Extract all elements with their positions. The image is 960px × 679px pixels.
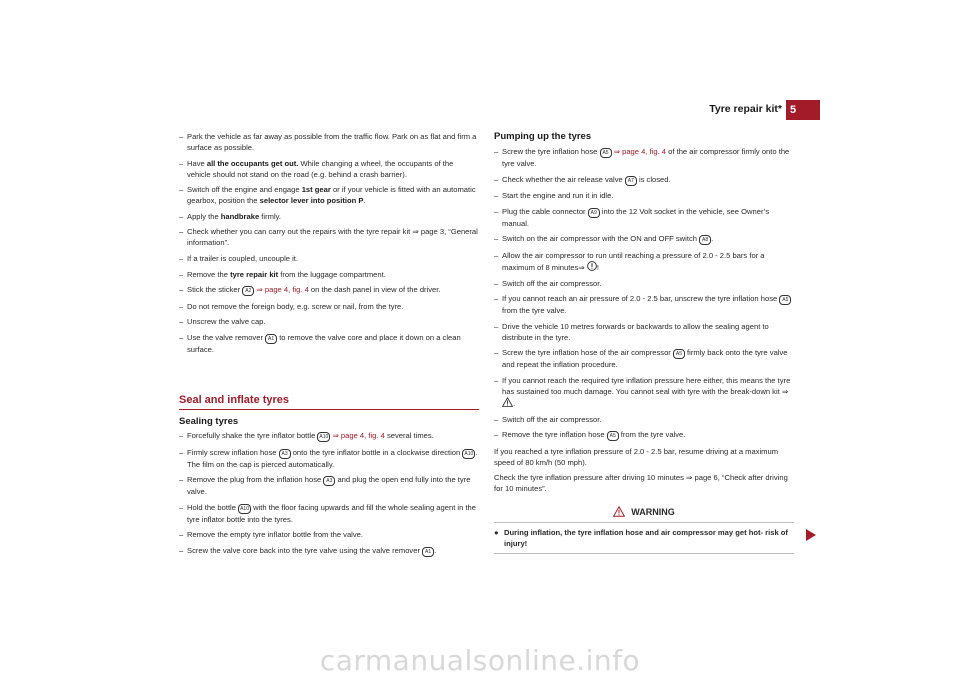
step-item (179, 158, 479, 180)
para-check: Check the tyre inflation pressure after driving 10 minutes ⇒ page 6, “Check after driving for 10 minutes”. (494, 473, 788, 494)
step-dash: – (494, 348, 499, 358)
step-dash: – (179, 502, 184, 512)
step-text: Plug the cable connector (502, 206, 588, 216)
warning-title-text: WARNING (631, 507, 675, 518)
warning-title (494, 504, 794, 523)
step-text: Screw the tyre inflation hose of the air compressor (502, 348, 673, 358)
bullet-icon: ● (494, 528, 499, 538)
step-dash: – (179, 530, 184, 540)
warning-triangle-icon (613, 506, 625, 517)
step-text: of the air compressor firmly onto the tyre valve. (502, 147, 790, 168)
step-item (179, 502, 479, 525)
step-text: from the luggage compartment. (278, 269, 386, 279)
step-dash: – (179, 430, 184, 440)
step-item (494, 347, 794, 370)
step-text: Use the valve remover (187, 332, 266, 342)
step-dash: – (494, 234, 499, 244)
step-item (494, 429, 794, 441)
step-item (179, 253, 479, 264)
step-item (494, 293, 794, 316)
callout-badge: A3 (279, 449, 291, 459)
step-text: Drive the vehicle 10 metres forwards or backwards to allow the sealing agent to distribute in the tyre. (502, 321, 769, 342)
step-item (179, 430, 479, 442)
left-column (179, 131, 479, 562)
step-dash: – (494, 206, 499, 216)
step-text: Have (187, 158, 207, 168)
step-text: Do not remove the foreign body, e.g. screw or nail, from the tyre. (187, 301, 404, 311)
step-text: Park the vehicle as far away as possible from the traffic flow. Park on as flat and firm a surface as possible. (187, 132, 477, 152)
step-text: firmly. (259, 211, 281, 221)
step-text: Check whether you can carry out the repairs with the tyre repair kit ⇒ page 3, “General information”. (187, 227, 478, 248)
callout-badge: A7 (625, 176, 637, 186)
pumping-heading: Pumping up the tyres (494, 131, 592, 142)
step-item (179, 474, 479, 497)
step-text: Firmly screw inflation hose (187, 447, 279, 457)
emphasis-text: tyre repair kit (230, 269, 279, 279)
step-text: Screw the valve core back into the tyre valve using the valve remover (187, 545, 423, 555)
step-dash: – (494, 147, 499, 156)
emphasis-text: 1st gear (301, 185, 331, 195)
step-item (179, 545, 479, 557)
page-reference-link[interactable]: ⇒ page 4, fig. 4 (332, 430, 385, 440)
step-text: firmly back onto the tyre valve and repeat the inflation procedure. (502, 348, 788, 370)
step-dash: – (494, 321, 499, 331)
callout-badge: A10 (464, 450, 474, 457)
step-dash: – (179, 301, 184, 311)
callout-badge: A10 (319, 433, 329, 440)
step-text: or if your vehicle is fitted with an automatic gearbox, position the (187, 185, 476, 206)
step-dash: – (494, 414, 499, 424)
warning-triangle-icon (502, 397, 516, 408)
step-dash: – (494, 174, 499, 184)
step-item (494, 250, 794, 273)
step-dash: – (179, 185, 184, 195)
callout-badge: A3 (323, 476, 335, 486)
step-text: Unscrew the valve cap. (187, 317, 266, 327)
callout-badge: A8 (699, 235, 711, 245)
step-text: Switch off the engine and engage (187, 185, 302, 195)
step-text: Remove the plug from the inflation hose (187, 475, 324, 485)
caution-icon (587, 261, 597, 271)
callout-badge: A5 (779, 295, 791, 305)
step-item (179, 332, 479, 355)
warning-bullet-text: During inflation, the tyre inflation hose and air compressor may get hot- risk of injury! (504, 528, 788, 549)
para-resume: If you reached a tyre inflation pressure of 2.0 - 2.5 bar, resume driving at a maximum speed of 80 km/h (50 mph). (494, 446, 779, 467)
step-dash: – (494, 278, 499, 288)
step-text: Stick the sticker (187, 285, 243, 295)
page-reference-link[interactable]: ⇒ page 4, fig. 4 (256, 285, 309, 295)
step-text: into the 12 Volt socket in the vehicle, see Owner’s manual. (502, 206, 770, 228)
callout-badge: A1 (265, 334, 277, 344)
step-text: and plug the open end fully into the tyre valve. (187, 475, 471, 497)
step-item (494, 174, 794, 186)
warning-box (494, 504, 794, 554)
right-steps (494, 146, 794, 441)
step-text: Switch off the air compressor. (502, 414, 602, 424)
step-text: on the dash panel in view of the driver. (308, 285, 441, 295)
watermark: carmanualsonline.info (319, 644, 641, 677)
step-item (179, 529, 479, 540)
page-reference-link[interactable]: ⇒ page 4, fig. 4 (613, 147, 667, 156)
step-text: Remove the empty tyre inflator bottle from the valve. (187, 530, 363, 540)
step-item (494, 146, 794, 169)
callout-badge: A5 (673, 349, 685, 359)
step-dash: – (179, 253, 184, 263)
section-title: Seal and inflate tyres (179, 395, 479, 410)
step-text: Start the engine and run it in idle. (502, 191, 614, 201)
step-text: ! (596, 262, 599, 272)
left-steps-top (179, 131, 479, 355)
step-text: . (711, 234, 714, 244)
step-item (179, 284, 479, 296)
step-item (179, 211, 479, 222)
step-text: . (434, 545, 437, 555)
page-header (0, 100, 960, 120)
step-dash: – (179, 132, 184, 141)
step-dash: – (494, 375, 499, 385)
step-dash: – (179, 317, 184, 327)
step-dash: – (179, 211, 184, 221)
step-item (179, 447, 479, 470)
step-text: Remove the (187, 269, 231, 279)
step-text: Remove the tyre inflation hose (502, 430, 607, 440)
callout-badge: A10 (240, 505, 249, 512)
warning-bullet (494, 527, 794, 549)
step-item (494, 375, 794, 409)
next-page-arrow-icon[interactable] (806, 529, 816, 541)
step-text: Allow the air compressor to run until reaching a pressure of 2.0 - 2.5 bars for a maximum of 8 minutes⇒ (502, 250, 765, 272)
left-steps-bottom (179, 430, 479, 557)
step-item (494, 321, 794, 343)
step-text: . The film on the cap is pierced automatically. (187, 447, 478, 469)
step-text: from the tyre valve. (502, 306, 567, 316)
step-item (179, 131, 479, 153)
step-item (179, 184, 479, 206)
step-text: Switch on the air compressor with the ON and OFF switch (502, 234, 700, 244)
step-text: several times. (384, 430, 434, 440)
step-item (494, 190, 794, 201)
step-dash: – (179, 158, 184, 168)
callout-badge: A5 (607, 431, 619, 441)
step-dash: – (179, 475, 184, 485)
step-text: If a trailer is coupled, uncouple it. (187, 253, 299, 263)
step-item (494, 414, 794, 425)
step-dash: – (494, 430, 499, 440)
sealing-heading: Sealing tyres (179, 415, 239, 427)
step-dash: – (179, 545, 184, 555)
step-dash: – (179, 269, 184, 279)
step-dash: – (494, 294, 499, 304)
step-text: Check whether the air release valve (502, 174, 625, 184)
step-text: onto the tyre inflator bottle in a clockwise direction (290, 447, 463, 457)
right-column (494, 131, 794, 554)
callout-badge: A1 (422, 547, 434, 557)
running-title: Tyre repair kit* (709, 103, 782, 115)
step-text: Apply the (187, 211, 221, 221)
step-text: to remove the valve core and place it down on a clean surface. (187, 332, 461, 354)
step-dash: – (179, 285, 184, 295)
step-dash: – (494, 250, 499, 260)
step-item (494, 233, 794, 245)
callout-badge: A2 (242, 286, 254, 296)
step-text: Hold the bottle (187, 502, 239, 512)
step-text: If you cannot reach the required tyre inflation pressure here either, this means the tyre has sustained too much damage. You cannot seal with tyre with the break-down kit ⇒ (502, 375, 791, 396)
emphasis-text: selector lever into position P (259, 196, 364, 206)
step-item (494, 278, 794, 289)
step-text: . (513, 398, 516, 408)
step-item (179, 269, 479, 280)
page-number: 5 (786, 100, 820, 120)
step-text: Forcefully shake the tyre inflator bottle (187, 430, 318, 440)
step-item (179, 226, 479, 248)
callout-badge: A9 (588, 208, 600, 218)
step-text: is closed. (636, 174, 671, 184)
step-text: from the tyre valve. (618, 430, 686, 440)
step-dash: – (179, 447, 184, 457)
step-text: Screw the tyre inflation hose (502, 147, 600, 156)
callout-badge: A5 (600, 148, 612, 158)
step-dash: – (179, 332, 184, 342)
step-dash: – (494, 191, 499, 201)
step-item (494, 206, 794, 229)
step-item (179, 316, 479, 327)
emphasis-text: handbrake (220, 211, 260, 221)
step-text: with the floor facing upwards and fill the whole sealing agent in the tyre inflator bottle into the tyres. (187, 502, 476, 524)
step-dash: – (179, 227, 184, 237)
step-text: While changing a wheel, the occupants of the vehicle should not stand on the road (e.g. behind a crash barrier). (187, 158, 454, 179)
step-text: Switch off the air compressor. (502, 278, 602, 288)
step-item (179, 301, 479, 312)
emphasis-text: all the occupants get out. (206, 158, 299, 168)
step-text: If you cannot reach an air pressure of 2.0 - 2.5 bar, unscrew the tyre inflation hose (502, 294, 780, 304)
step-text: . (363, 196, 366, 206)
